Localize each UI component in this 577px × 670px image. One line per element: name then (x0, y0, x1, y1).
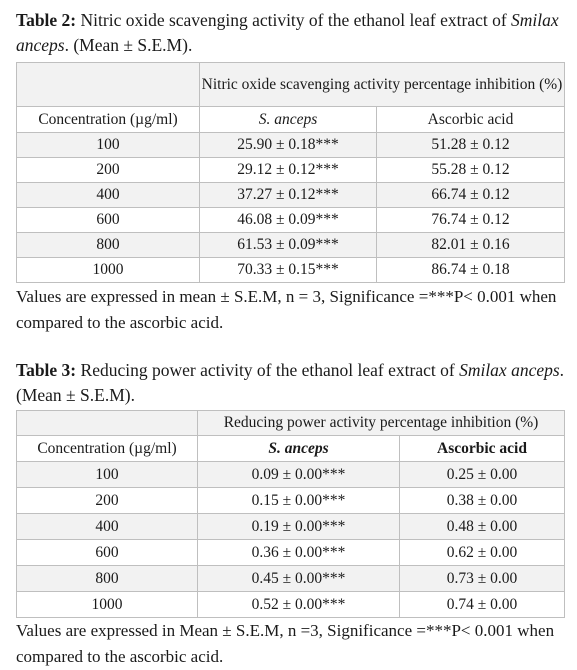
table2-cell-s-anceps: 25.90 ± 0.18*** (200, 133, 377, 158)
table3-cell-s-anceps: 0.15 ± 0.00*** (198, 488, 400, 514)
table2-cell-s-anceps: 37.27 ± 0.12*** (200, 183, 377, 208)
table3 (16, 410, 565, 618)
table2-cell-conc: 1000 (17, 258, 200, 283)
table3-cell-ascorbic: 0.38 ± 0.00 (400, 488, 565, 514)
table-row (17, 462, 565, 488)
table2-col-concentration: Concentration (µg/ml) (17, 107, 200, 133)
table3-cell-ascorbic: 0.25 ± 0.00 (400, 462, 565, 488)
table2-col-s-anceps: S. anceps (200, 107, 377, 133)
table2-cell-conc: 400 (17, 183, 200, 208)
table3-header-blank (17, 411, 198, 436)
table-row (17, 514, 565, 540)
table3-cell-s-anceps: 0.19 ± 0.00*** (198, 514, 400, 540)
table3-cell-s-anceps: 0.09 ± 0.00*** (198, 462, 400, 488)
table3-caption (16, 358, 568, 408)
table3-cell-conc: 400 (17, 514, 198, 540)
table2-group-header: Nitric oxide scavenging activity percentage inhibition (%) (200, 63, 565, 107)
table3-cell-s-anceps: 0.52 ± 0.00*** (198, 592, 400, 618)
table2-caption-end: . (Mean ± S.E.M). (64, 35, 193, 55)
table2-cell-conc: 600 (17, 208, 200, 233)
table2-caption-species: Smilax anceps (16, 10, 559, 55)
table2-cell-conc: 200 (17, 158, 200, 183)
table3-caption-species: Smilax anceps (459, 360, 560, 380)
table-row (17, 540, 565, 566)
table3-cell-s-anceps: 0.45 ± 0.00*** (198, 566, 400, 592)
table2-cell-s-anceps: 61.53 ± 0.09*** (200, 233, 377, 258)
table-row (17, 208, 565, 233)
table3-cell-conc: 800 (17, 566, 198, 592)
table2-cell-conc: 800 (17, 233, 200, 258)
table3-col-ascorbic: Ascorbic acid (400, 436, 565, 462)
table2-cell-ascorbic: 82.01 ± 0.16 (377, 233, 565, 258)
table2-cell-ascorbic: 55.28 ± 0.12 (377, 158, 565, 183)
table3-caption-text: Reducing power activity of the ethanol leaf extract of (76, 360, 460, 380)
table-row (17, 158, 565, 183)
table3-cell-conc: 100 (17, 462, 198, 488)
table2-cell-s-anceps: 70.33 ± 0.15*** (200, 258, 377, 283)
table3-cell-ascorbic: 0.73 ± 0.00 (400, 566, 565, 592)
table-row (17, 233, 565, 258)
table2-caption-text: Nitric oxide scavenging activity of the ethanol leaf extract of (76, 10, 512, 30)
table2-header-blank (17, 63, 200, 107)
table-row (17, 592, 565, 618)
table2-cell-ascorbic: 86.74 ± 0.18 (377, 258, 565, 283)
table2-cell-s-anceps: 46.08 ± 0.09*** (200, 208, 377, 233)
table3-col-s-anceps: S. anceps (198, 436, 400, 462)
table3-cell-ascorbic: 0.62 ± 0.00 (400, 540, 565, 566)
table3-cell-conc: 600 (17, 540, 198, 566)
table3-col-concentration: Concentration (µg/ml) (17, 436, 198, 462)
table2-cell-s-anceps: 29.12 ± 0.12*** (200, 158, 377, 183)
table3-cell-s-anceps: 0.36 ± 0.00*** (198, 540, 400, 566)
table-row (17, 183, 565, 208)
table-row (17, 258, 565, 283)
table3-cell-ascorbic: 0.74 ± 0.00 (400, 592, 565, 618)
table3-label: Table 3: (16, 360, 77, 380)
table2-note: Values are expressed in mean ± S.E.M, n = 3, Significance =***P< 0.001 when compared to the ascorbic acid. (16, 287, 557, 332)
table3-cell-ascorbic: 0.48 ± 0.00 (400, 514, 565, 540)
table2-caption (16, 8, 568, 58)
table2-cell-ascorbic: 66.74 ± 0.12 (377, 183, 565, 208)
table2-col-ascorbic: Ascorbic acid (377, 107, 565, 133)
table3-note: Values are expressed in Mean ± S.E.M, n =3, Significance =***P< 0.001 when compared to the ascorbic acid. (16, 621, 555, 666)
table-row (17, 133, 565, 158)
table2-label: Table 2: (16, 10, 77, 30)
table2-subheader-row (17, 107, 565, 133)
table3-caption-end: . (Mean ± S.E.M). (16, 360, 565, 405)
table2-header-row (17, 63, 565, 107)
table-row (17, 566, 565, 592)
table-row (17, 488, 565, 514)
table2-cell-conc: 100 (17, 133, 200, 158)
table3-header-row (17, 411, 565, 436)
table2-cell-ascorbic: 76.74 ± 0.12 (377, 208, 565, 233)
table3-subheader-row (17, 436, 565, 462)
table2 (16, 62, 565, 283)
table3-group-header: Reducing power activity percentage inhibition (%) (198, 411, 565, 436)
table3-cell-conc: 1000 (17, 592, 198, 618)
table2-cell-ascorbic: 51.28 ± 0.12 (377, 133, 565, 158)
table3-cell-conc: 200 (17, 488, 198, 514)
